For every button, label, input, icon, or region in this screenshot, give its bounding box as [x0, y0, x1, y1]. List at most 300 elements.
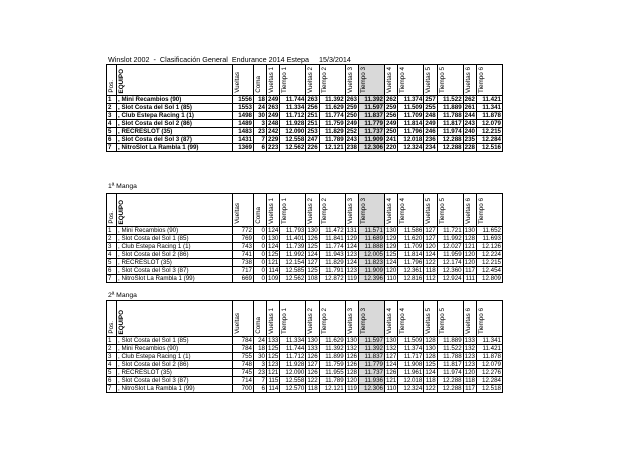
cell-t2: 12.121: [319, 144, 345, 152]
cell-coma: 0: [254, 275, 267, 283]
header-t2: [319, 301, 345, 337]
cell-t6: 12.516: [476, 144, 502, 152]
cell-coma: 3: [254, 361, 267, 369]
cell-t3: 11.837: [358, 353, 384, 361]
cell-v6: 261: [464, 104, 475, 111]
header-vueltas: [233, 301, 254, 337]
table-row: [107, 337, 503, 345]
cell-v2: 118: [307, 385, 318, 392]
header-t5: [437, 301, 463, 337]
cell-v4: 129: [385, 243, 397, 250]
cell-v2: 124: [307, 251, 318, 258]
cell-t1: 11.928: [280, 361, 306, 369]
header-v5: [424, 301, 437, 337]
table-row: [107, 136, 503, 144]
header-pos: Pos.: [108, 321, 115, 334]
cell-coma: 18: [254, 345, 267, 353]
header-t6-label: Tiempo 6: [477, 66, 485, 93]
cell-t4: 12.018: [398, 136, 424, 144]
header-coma-label: Coma: [255, 76, 262, 93]
header-v3-label: Vueltas 3: [346, 307, 354, 334]
header-v1: [267, 65, 280, 96]
header-v5-label: Vueltas 5: [425, 66, 433, 93]
header-v4: [384, 65, 397, 96]
cell-pos: 7: [107, 385, 117, 393]
cell-v2: 251: [307, 112, 318, 119]
header-coma: [254, 65, 267, 96]
cell-t1: 11.744: [280, 345, 306, 353]
header-v3: [345, 301, 358, 337]
cell-equipo: , RECRESLOT (35): [117, 369, 233, 377]
header-t3: [358, 301, 384, 337]
cell-t1: 12.558: [280, 136, 306, 144]
cell-t4: 11.509: [398, 337, 424, 345]
header-v2-label: Vueltas 2: [307, 197, 315, 224]
cell-vueltas: 1431: [233, 136, 254, 144]
cell-t1: 12.154: [280, 259, 306, 267]
header-row: [107, 65, 503, 96]
cell-v3: 130: [346, 337, 357, 344]
cell-v6: 117: [465, 385, 475, 392]
cell-equipo: , Slot Costa del Sol 3 (87): [117, 267, 233, 275]
cell-pos: 4: [107, 361, 117, 369]
cell-v1: 115: [268, 377, 279, 384]
header-vueltas-label: Vueltas: [234, 203, 241, 224]
header-t5: [437, 65, 463, 96]
cell-vueltas: 669: [233, 275, 254, 283]
header-t4-label: Tiempo 4: [399, 307, 407, 334]
cell-vueltas: 784: [233, 337, 254, 345]
header-v6: [463, 194, 476, 227]
cell-v5: 255: [425, 104, 436, 111]
cell-t5: 11.992: [437, 235, 463, 243]
cell-t2: 11.759: [319, 120, 345, 128]
header-pos: Pos.: [108, 211, 115, 224]
header-t5-label: Tiempo 5: [438, 197, 446, 224]
cell-v5: 257: [425, 96, 436, 103]
cell-t6: 12.809: [476, 275, 502, 283]
cell-t3: 11.571: [358, 227, 384, 235]
manga-1-label: 1ª Manga: [108, 183, 137, 190]
cell-t3: 12.005: [358, 251, 384, 259]
cell-v4: 121: [385, 377, 397, 384]
header-equipo-label: EQUIPO: [118, 68, 125, 93]
header-v4-label: Vueltas 4: [385, 197, 393, 224]
cell-t5: 12.288: [437, 377, 463, 385]
cell-v4: 259: [385, 104, 397, 111]
cell-v6: 117: [465, 267, 475, 274]
general-classification-table: [106, 64, 503, 152]
cell-v5: 118: [425, 267, 436, 274]
cell-t4: 11.620: [398, 235, 424, 243]
cell-t5: 11.522: [437, 96, 463, 104]
cell-v3: 252: [346, 128, 357, 135]
header-t6: [476, 194, 502, 227]
cell-v4: 256: [385, 112, 397, 119]
header-pos: Pos.: [108, 80, 115, 93]
cell-v6: 120: [464, 259, 475, 266]
header-v5: [424, 65, 437, 96]
cell-v4: 262: [385, 96, 397, 103]
header-t6: [476, 65, 502, 96]
header-t3-label: Tiempo 3: [359, 66, 367, 93]
cell-t2: 11.629: [319, 337, 345, 345]
cell-equipo: , RECRESLOT (35): [117, 259, 233, 267]
cell-t2: 11.774: [319, 243, 345, 251]
cell-t6: 11.421: [476, 345, 502, 353]
header-t5: [437, 194, 463, 227]
cell-t1: 12.562: [280, 275, 306, 283]
header-equipo: [117, 301, 233, 337]
header-t2-label: Tiempo 2: [320, 307, 328, 334]
cell-v3: 126: [346, 353, 357, 360]
cell-t6: 12.215: [476, 259, 502, 267]
cell-equipo: , NitroSlot La Rambla 1 (99): [117, 275, 233, 283]
cell-t2: 11.392: [319, 345, 345, 353]
table-row: [107, 120, 503, 128]
cell-v1: 263: [268, 104, 279, 111]
cell-t1: 12.558: [280, 377, 306, 385]
cell-pos: 1: [107, 227, 117, 235]
cell-t2: 11.829: [319, 259, 345, 267]
cell-v2: 130: [307, 227, 318, 234]
cell-t6: 12.079: [476, 120, 502, 128]
cell-v2: 247: [307, 136, 318, 143]
cell-t5: 11.974: [437, 369, 463, 377]
cell-t5: 11.889: [437, 104, 463, 112]
cell-t3: 11.737: [358, 369, 384, 377]
cell-t3: 12.306: [358, 144, 384, 152]
cell-v5: 246: [425, 128, 436, 135]
cell-vueltas: 1556: [233, 96, 254, 104]
cell-t6: 11.341: [476, 104, 502, 112]
cell-v3: 129: [346, 235, 357, 242]
header-t4: [398, 65, 424, 96]
header-row: [107, 194, 503, 227]
cell-v5: 125: [425, 361, 436, 368]
cell-t2: 11.472: [319, 227, 345, 235]
header-v6-label: Vueltas 6: [464, 197, 472, 224]
cell-coma: 24: [254, 104, 267, 112]
cell-v1: 125: [268, 251, 279, 258]
cell-v2: 251: [307, 120, 318, 127]
header-t5-label: Tiempo 5: [438, 307, 446, 334]
cell-t4: 11.709: [398, 112, 424, 120]
cell-v1: 124: [268, 243, 279, 250]
cell-t5: 11.788: [437, 353, 463, 361]
header-t3-label: Tiempo 3: [359, 197, 367, 224]
cell-v2: 127: [307, 259, 318, 266]
cell-t1: 11.401: [280, 235, 306, 243]
cell-equipo: , Slot Costa del Sol 1 (85): [117, 104, 233, 112]
cell-t2: 11.789: [319, 136, 345, 144]
header-t1: [280, 194, 306, 227]
cell-vueltas: 1369: [233, 144, 254, 152]
cell-t4: 12.324: [398, 385, 424, 393]
header-v1-label: Vueltas 1: [268, 197, 275, 224]
cell-t6: 11.878: [476, 353, 502, 361]
cell-t4: 11.796: [398, 259, 424, 267]
cell-v3: 132: [346, 345, 357, 352]
cell-t6: 12.224: [476, 251, 502, 259]
cell-v6: 262: [464, 96, 475, 103]
header-v2-label: Vueltas 2: [307, 66, 315, 93]
cell-t4: 11.961: [398, 369, 424, 377]
cell-pos: 2: [107, 235, 117, 243]
cell-t6: 12.126: [476, 243, 502, 251]
cell-v2: 226: [307, 144, 318, 151]
cell-v3: 249: [346, 120, 357, 127]
cell-v6: 240: [464, 128, 475, 135]
cell-v4: 129: [385, 235, 397, 242]
cell-v4: 124: [385, 361, 397, 368]
table-row: [107, 267, 503, 275]
cell-v6: 111: [463, 275, 476, 283]
header-t1-label: Tiempo 1: [281, 66, 289, 93]
cell-v6: 132: [464, 345, 475, 352]
header-v1: [267, 194, 280, 227]
table-row: [107, 112, 503, 120]
cell-t5: 12.360: [437, 267, 463, 275]
cell-vueltas: 717: [233, 267, 254, 275]
cell-pos: 1: [107, 96, 117, 104]
cell-coma: 30: [254, 353, 267, 361]
table-row: [107, 353, 503, 361]
cell-v3: 238: [346, 144, 357, 151]
cell-t5: 11.721: [437, 227, 463, 235]
header-equipo: [117, 194, 233, 227]
cell-equipo: , Slot Costa del Sol 1 (85): [117, 235, 233, 243]
cell-t2: 11.791: [319, 267, 345, 275]
cell-vueltas: 1498: [233, 112, 254, 120]
cell-t6: 12.518: [476, 385, 502, 393]
cell-t5: 12.288: [437, 385, 463, 393]
header-t6: [476, 301, 502, 337]
table-row: [107, 235, 503, 243]
cell-t1: 11.928: [280, 120, 306, 128]
cell-coma: 6: [254, 385, 267, 393]
cell-pos: 4: [107, 251, 117, 259]
table-row: [107, 128, 503, 136]
cell-v2: 125: [307, 267, 318, 274]
cell-t3: 11.888: [358, 243, 384, 251]
cell-t3: 11.779: [358, 361, 384, 369]
cell-t1: 11.739: [280, 243, 306, 251]
cell-v4: 126: [385, 369, 397, 376]
header-pos-equipo: [107, 301, 117, 337]
cell-t3: 11.737: [358, 128, 384, 136]
header-pos-equipo: [107, 65, 117, 96]
cell-t6: 12.276: [476, 369, 502, 377]
cell-t3: 11.392: [358, 96, 384, 104]
cell-t5: 12.924: [437, 275, 463, 283]
header-equipo: [117, 65, 233, 96]
cell-v2: 130: [307, 337, 318, 344]
cell-vueltas: 700: [233, 385, 254, 393]
cell-v4: 250: [385, 128, 397, 135]
header-t3: [358, 65, 384, 96]
header-t4-label: Tiempo 4: [399, 197, 407, 224]
header-v5: [424, 194, 437, 227]
header-v1-label: Vueltas 1: [268, 307, 275, 334]
cell-v1: 249: [268, 96, 279, 103]
header-v4: [384, 194, 397, 227]
cell-t2: 12.121: [319, 385, 345, 393]
header-t6-label: Tiempo 6: [477, 307, 485, 334]
cell-t3: 12.396: [358, 275, 384, 283]
cell-vueltas: 755: [233, 353, 254, 361]
cell-t1: 12.562: [280, 144, 306, 152]
cell-t6: 11.421: [476, 96, 502, 104]
cell-v4: 127: [385, 353, 397, 360]
header-t4: [398, 194, 424, 227]
header-equipo-label: EQUIPO: [118, 199, 125, 224]
header-v6-label: Vueltas 6: [464, 307, 472, 334]
cell-v5: 124: [425, 251, 436, 258]
table-row: [107, 104, 503, 112]
cell-v3: 123: [346, 251, 357, 258]
cell-v4: 130: [385, 227, 397, 234]
cell-t5: 12.288: [437, 136, 463, 144]
cell-v2: 126: [307, 353, 318, 360]
cell-vueltas: 769: [233, 235, 254, 243]
cell-coma: 0: [254, 227, 267, 235]
cell-pos: 5: [107, 128, 117, 136]
cell-t2: 11.774: [319, 112, 345, 120]
cell-equipo: , NitroSlot La Rambla 1 (99): [117, 144, 233, 152]
cell-t5: 11.974: [437, 128, 463, 136]
cell-t3: 11.909: [358, 136, 384, 144]
cell-v2: 127: [307, 361, 318, 368]
cell-equipo: , Slot Costa del Sol 3 (87): [117, 136, 233, 144]
cell-v1: 121: [268, 369, 279, 376]
cell-pos: 6: [107, 136, 117, 144]
cell-equipo: , RECRESLOT (35): [117, 128, 233, 136]
cell-coma: 0: [254, 259, 267, 267]
cell-t1: 11.744: [280, 96, 306, 104]
header-equipo-label: EQUIPO: [118, 309, 125, 334]
cell-v3: 124: [346, 259, 357, 266]
cell-v5: 234: [425, 144, 436, 151]
cell-t3: 12.306: [358, 385, 384, 393]
cell-v2: 108: [307, 275, 318, 282]
header-v4: [384, 301, 397, 337]
cell-t6: 11.652: [476, 227, 502, 235]
cell-t1: 12.585: [280, 267, 306, 275]
cell-t3: 11.392: [358, 345, 384, 353]
cell-v6: 133: [464, 337, 475, 344]
header-t1-label: Tiempo 1: [281, 307, 289, 334]
header-v4-label: Vueltas 4: [385, 307, 393, 334]
header-t2-label: Tiempo 2: [320, 197, 328, 224]
cell-v1: 114: [268, 267, 279, 274]
cell-t6: 12.454: [476, 267, 502, 275]
table-row: [107, 227, 503, 235]
cell-pos: 6: [107, 377, 117, 385]
cell-v4: 125: [385, 251, 397, 258]
cell-t5: 12.027: [437, 243, 463, 251]
cell-t4: 11.908: [398, 361, 424, 369]
cell-coma: 30: [254, 112, 267, 120]
header-row: [107, 301, 503, 337]
cell-v2: 133: [307, 345, 318, 352]
cell-t4: 11.374: [398, 96, 424, 104]
table-row: [107, 345, 503, 353]
cell-v5: 120: [425, 243, 436, 250]
cell-coma: 0: [254, 235, 267, 243]
cell-v1: 223: [268, 144, 279, 151]
cell-pos: 1: [107, 337, 117, 345]
cell-v1: 248: [268, 120, 279, 127]
cell-vueltas: 1483: [233, 128, 254, 136]
cell-v1: 114: [268, 385, 279, 392]
cell-t3: 11.936: [358, 377, 384, 385]
cell-vueltas: 743: [233, 243, 254, 251]
cell-v1: 125: [268, 345, 279, 352]
cell-pos: 2: [107, 104, 117, 112]
cell-coma: 7: [254, 136, 267, 144]
cell-pos: 6: [107, 267, 117, 275]
cell-coma: 7: [254, 377, 267, 385]
cell-t3: 11.597: [358, 104, 384, 112]
header-v6-label: Vueltas 6: [464, 66, 472, 93]
cell-v5: 248: [425, 112, 436, 119]
cell-v5: 122: [425, 259, 436, 266]
table-row: [107, 251, 503, 259]
header-coma: [254, 301, 267, 337]
cell-v2: 256: [307, 104, 318, 111]
cell-t2: 11.841: [319, 235, 345, 243]
cell-pos: 3: [107, 353, 117, 361]
cell-v3: 126: [346, 361, 357, 368]
cell-v1: 242: [268, 128, 279, 135]
cell-t4: 11.709: [398, 243, 424, 251]
cell-t6: 12.284: [476, 377, 502, 385]
cell-t4: 11.717: [398, 353, 424, 361]
cell-t4: 11.586: [398, 227, 424, 235]
cell-equipo: , Club Estepa Racing 1 (1): [117, 243, 233, 251]
cell-v5: 112: [425, 275, 436, 282]
cell-t3: 11.597: [358, 337, 384, 345]
cell-v6: 243: [464, 120, 475, 127]
header-vueltas: [233, 194, 254, 227]
cell-equipo: , Club Estepa Racing 1 (1): [117, 112, 233, 120]
cell-v5: 236: [425, 136, 436, 143]
cell-v5: 128: [425, 353, 436, 360]
cell-t6: 11.878: [476, 112, 502, 120]
header-vueltas-label: Vueltas: [234, 72, 241, 93]
cell-t2: 11.759: [319, 361, 345, 369]
cell-v4: 110: [386, 275, 397, 282]
cell-vueltas: 741: [233, 251, 254, 259]
cell-t1: 11.334: [280, 337, 306, 345]
cell-pos: 7: [107, 144, 117, 152]
header-t3-label: Tiempo 3: [359, 307, 367, 334]
cell-t4: 11.814: [398, 120, 424, 128]
cell-equipo: , Mini Recambios (90): [117, 96, 233, 104]
cell-v4: 220: [385, 144, 397, 151]
cell-t1: 11.712: [280, 353, 306, 361]
table-row: [107, 144, 503, 152]
cell-v3: 120: [346, 377, 357, 384]
cell-t3: 11.909: [358, 267, 384, 275]
cell-coma: 0: [254, 267, 267, 275]
cell-t4: 12.018: [398, 377, 424, 385]
header-t4-label: Tiempo 4: [399, 66, 407, 93]
cell-t4: 11.814: [398, 251, 424, 259]
header-t1-label: Tiempo 1: [281, 197, 289, 224]
header-t1: [280, 301, 306, 337]
